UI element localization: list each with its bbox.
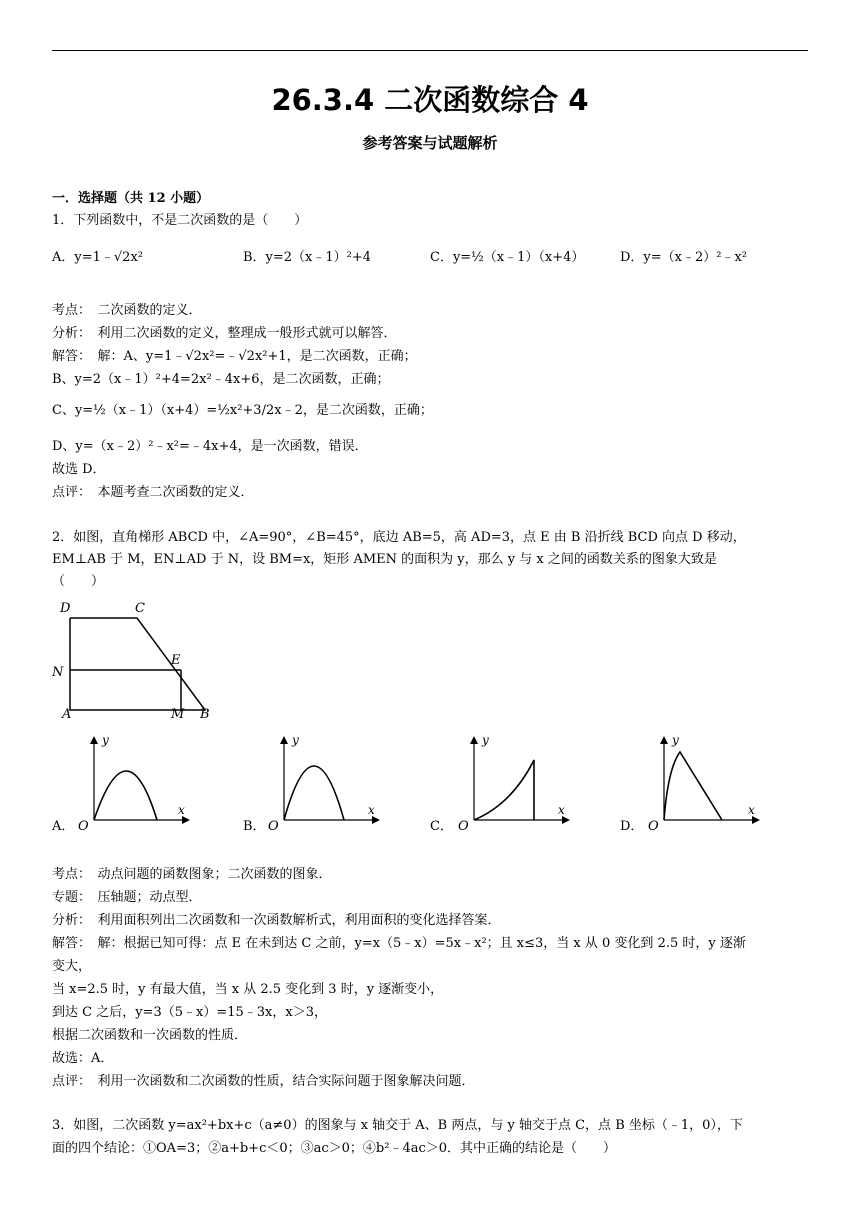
q1-jieda-d: D、y=（x﹣2）²﹣x²=﹣4x+4，是一次函数，错误． <box>52 439 368 454</box>
q1-pingping: 点评： 本题考查二次函数的定义． <box>52 485 254 500</box>
svg-text:O: O <box>458 819 469 832</box>
q1-option-d: D．y=（x﹣2）²﹣x² <box>620 250 748 265</box>
svg-text:x: x <box>368 803 375 817</box>
q2-graph-label-a: A． <box>52 819 75 834</box>
q2-graph-d <box>642 732 767 832</box>
label-e: E <box>171 653 181 668</box>
q1-stem: 1．下列函数中，不是二次函数的是（ ） <box>52 213 308 228</box>
curve-b <box>284 766 344 820</box>
q2-jieda-5: 根据二次函数和一次函数的性质． <box>52 1028 248 1043</box>
svg-text:y: y <box>672 733 679 747</box>
q1-answer: 故选 D． <box>52 462 106 477</box>
trapezoid-figure <box>50 598 220 722</box>
q2-stem-line3: （ ） <box>52 574 105 589</box>
q1-option-a: A．y=1﹣√2x² <box>52 250 143 265</box>
q1-jieda-b: B、y=2（x﹣1）²+4=2x²﹣4x+6，是二次函数，正确； <box>52 372 390 387</box>
q2-jieda-2: 变大， <box>52 959 92 974</box>
q2-stem-line2: EM⊥AB 于 M，EN⊥AD 于 N，设 BM=x，矩形 AMEN 的面积为 y，那么 y 与 x 之间的函数关系的图象大致是 <box>52 552 717 567</box>
svg-text:O: O <box>648 819 659 832</box>
curve-c <box>474 760 534 820</box>
q2-jieda-3: 当 x=2.5 时，y 有最大值，当 x 从 2.5 变化到 3 时，y 逐渐变小， <box>52 982 444 997</box>
q1-fenxi: 分析： 利用二次函数的定义，整理成一般形式就可以解答． <box>52 326 397 341</box>
label-b: B <box>200 707 210 722</box>
label-m: M <box>171 707 185 722</box>
trapezoid-outline <box>70 618 205 710</box>
svg-text:y: y <box>482 733 489 747</box>
header-rule <box>52 50 808 51</box>
label-n: N <box>52 665 64 680</box>
svg-text:x: x <box>558 803 565 817</box>
label-a: A <box>62 707 72 722</box>
svg-text:x: x <box>748 803 755 817</box>
q2-pingping: 点评： 利用一次函数和二次函数的性质，结合实际问题于图象解决问题． <box>52 1074 475 1089</box>
q1-kaodian: 考点： 二次函数的定义． <box>52 303 202 318</box>
q1-jieda-c: C、y=½（x﹣1）（x+4）=½x²+3/2x﹣2，是二次函数，正确； <box>52 403 433 418</box>
q2-graph-a <box>72 732 197 832</box>
q1-option-c: C．y=½（x﹣1）（x+4） <box>430 250 585 265</box>
q2-graph-b <box>262 732 387 832</box>
label-d: D <box>60 601 71 616</box>
q2-graph-c <box>452 732 577 832</box>
q2-zhuanti: 专题： 压轴题；动点型． <box>52 890 202 905</box>
q2-fenxi: 分析： 利用面积列出二次函数和一次函数解析式，利用面积的变化选择答案． <box>52 913 501 928</box>
svg-text:O: O <box>268 819 279 832</box>
curve-d <box>664 752 722 820</box>
q2-jieda-4: 到达 C 之后，y=3（5﹣x）=15﹣3x，x＞3， <box>52 1005 327 1020</box>
q2-jieda-1: 解答： 解：根据已知可得：点 E 在未到达 C 之前，y=x（5﹣x）=5x﹣x²；且 x≤3，当 x 从 0 变化到 2.5 时，y 逐渐 <box>52 936 746 951</box>
q2-graph-label-d: D． <box>620 819 644 834</box>
page-subtitle: 参考答案与试题解析 <box>362 134 498 152</box>
q1-jieda: 解答： 解：A、y=1﹣√2x²=﹣√2x²+1，是二次函数，正确； <box>52 349 417 364</box>
q2-stem-line1: 2．如图，直角梯形 ABCD 中，∠A=90°，∠B=45°，底边 AB=5，高 AD=3，点 E 由 B 沿折线 BCD 向点 D 移动， <box>52 530 746 545</box>
q3-stem-line1: 3．如图，二次函数 y=ax²+bx+c（a≠0）的图象与 x 轴交于 A、B 两点，与 y 轴交于点 C，点 B 坐标（﹣1，0），下 <box>52 1118 743 1133</box>
q2-graph-label-c: C． <box>430 819 453 834</box>
page-title: 26.3.4 二次函数综合 4 <box>271 83 589 117</box>
q1-option-b: B．y=2（x﹣1）²+4 <box>243 250 372 265</box>
svg-text:O: O <box>78 819 89 832</box>
q3-stem-line2: 面的四个结论：①OA=3；②a+b+c＜0；③ac＞0；④b²﹣4ac＞0．其中正确的结论是（ ） <box>52 1141 617 1156</box>
q2-kaodian: 考点： 动点问题的函数图象；二次函数的图象． <box>52 867 332 882</box>
label-c: C <box>135 601 145 616</box>
svg-text:y: y <box>292 733 299 747</box>
svg-text:x: x <box>178 803 185 817</box>
section-heading: 一．选择题（共 12 小题） <box>52 191 210 206</box>
svg-text:y: y <box>102 733 109 747</box>
curve-a <box>94 771 157 820</box>
q2-graph-label-b: B． <box>243 819 266 834</box>
q2-answer: 故选：A． <box>52 1051 114 1066</box>
